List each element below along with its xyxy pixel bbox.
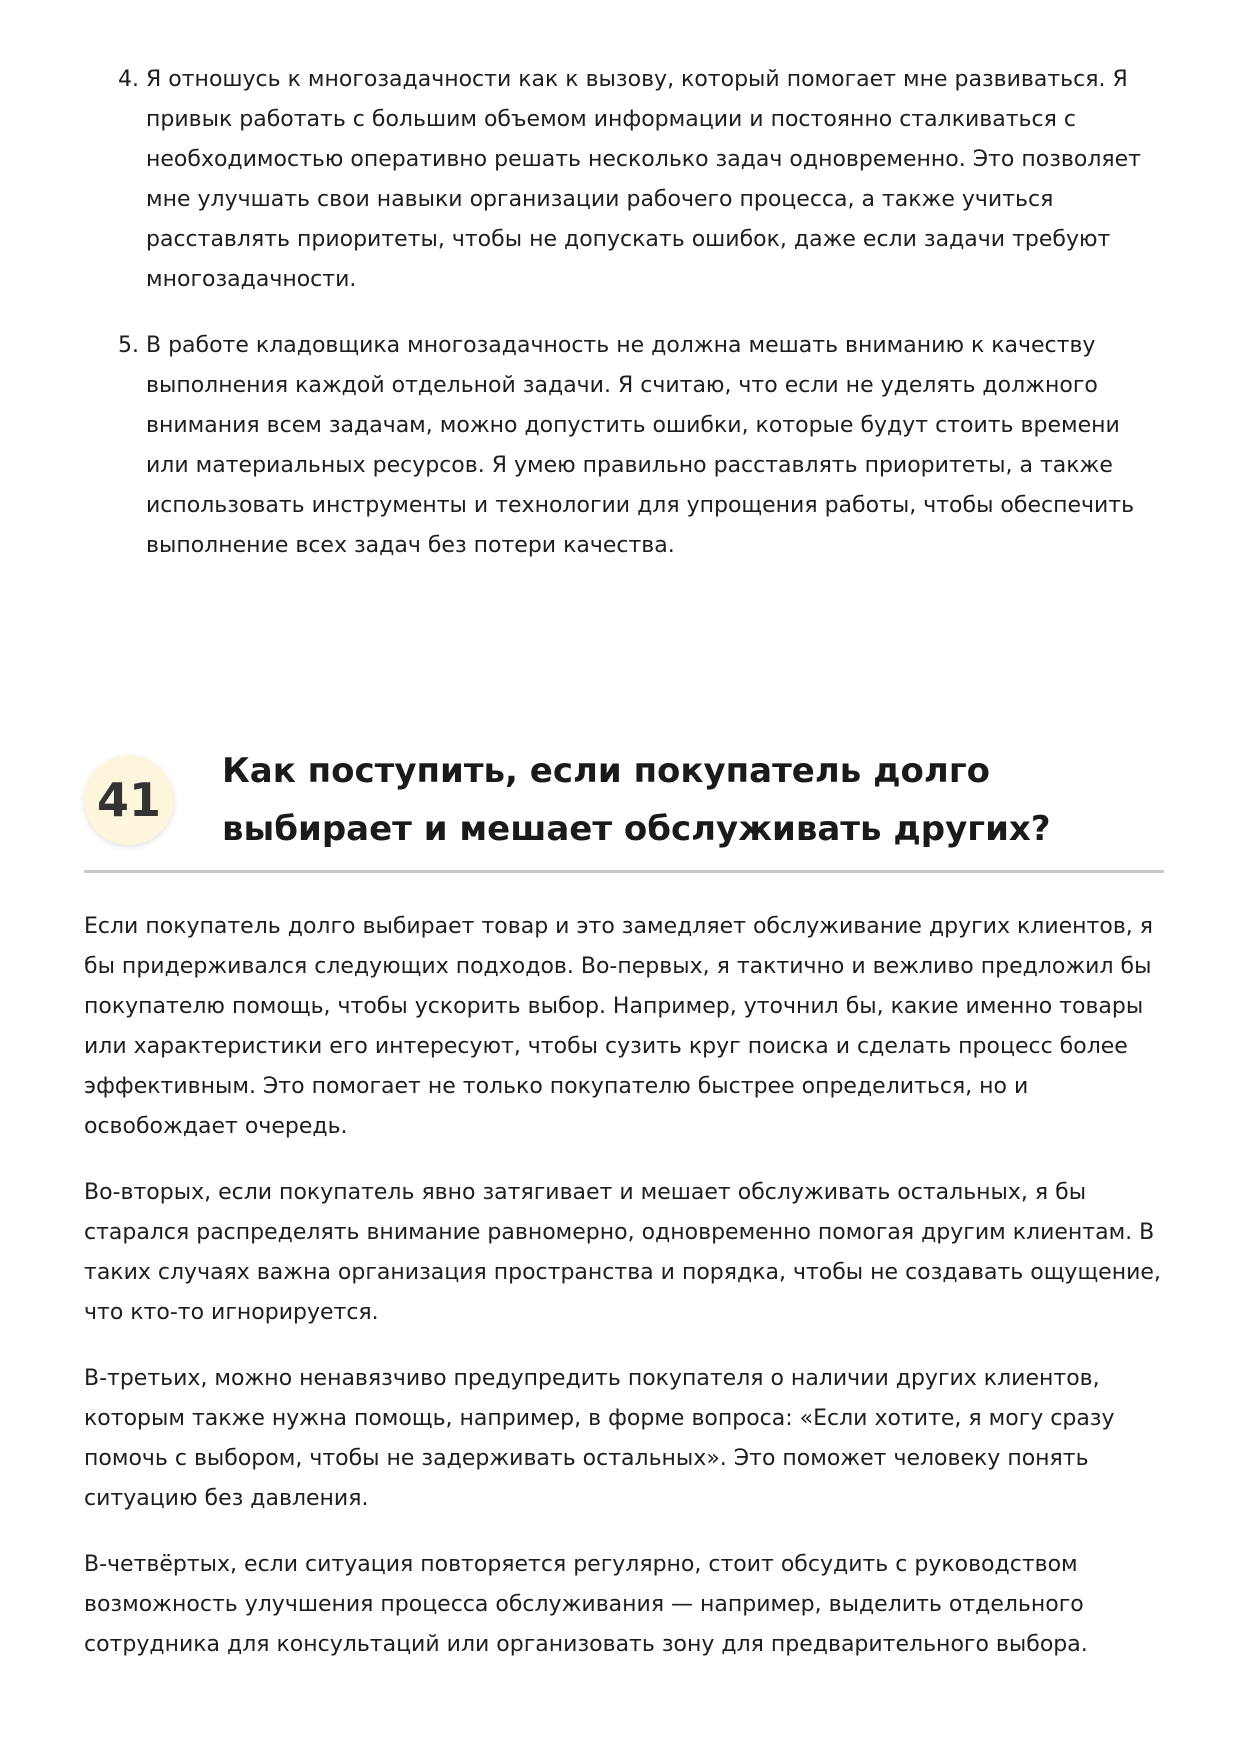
list-item: [118, 326, 1163, 566]
question-section: [84, 742, 1164, 1691]
paragraph: В-четвёртых, если ситуация повторяется регулярно, стоит обсудить с руководством возможность улучшения процесса обслуживания — например, выделить отдельного сотрудника для консультаций или организовать зону для предварительного выбора.: [84, 1552, 1088, 1657]
section-header: [84, 742, 1164, 873]
section-title: Как поступить, если покупатель долго выбирает и мешает обслуживать других?: [222, 751, 1051, 849]
paragraph: Во-вторых, если покупатель явно затягивает и мешает обслуживать остальных, я бы старался распределять внимание равномерно, одновременно помогая другим клиентам. В таких случаях важна организация пространства и порядка, чтобы не создавать ощущение, что кто-то игнорируется.: [84, 1180, 1161, 1325]
list-item-number: 5.: [118, 333, 139, 358]
list-item-text: В работе кладовщика многозадачность не должна мешать вниманию к качеству выполнения каждой отдельной задачи. Я считаю, что если не уделять должного внимания всем задачам, можно допустить ошибки, которые будут стоить времени или материальных ресурсов. Я умею правильно расставлять приоритеты, а также использовать инструменты и технологии для упрощения работы, чтобы обеспечить выполнение всех задач без потери качества.: [146, 333, 1135, 558]
numbered-list: [118, 60, 1163, 592]
list-item-text: Я отношусь к многозадачности как к вызову, который помогает мне развиваться. Я привык работать с большим объемом информации и постоянно сталкиваться с необходимостью оперативно решать несколько задач одновременно. Это позволяет мне улучшать свои навыки организации рабочего процесса, а также учиться расставлять приоритеты, чтобы не допускать ошибок, даже если задачи требуют многозадачности.: [146, 67, 1141, 292]
list-item-number: 4.: [118, 67, 139, 92]
list-item: [118, 60, 1163, 300]
paragraph: Если покупатель долго выбирает товар и это замедляет обслуживание других клиентов, я бы придерживался следующих подходов. Во-первых, я тактично и вежливо предложил бы покупателю помощь, чтобы ускорить выбор. Например, уточнил бы, какие именно товары или характеристики его интересуют, чтобы сузить круг поиска и сделать процесс более эффективным. Это помогает не только покупателю быстрее определиться, но и освобождает очередь.: [84, 914, 1154, 1139]
section-body: [84, 907, 1164, 1665]
paragraph: В-третьих, можно ненавязчиво предупредить покупателя о наличии других клиентов, которым также нужна помощь, например, в форме вопроса: «Если хотите, я могу сразу помочь с выбором, чтобы не задерживать остальных». Это поможет человеку понять ситуацию без давления.: [84, 1366, 1115, 1511]
question-number-badge: 41: [84, 755, 174, 845]
